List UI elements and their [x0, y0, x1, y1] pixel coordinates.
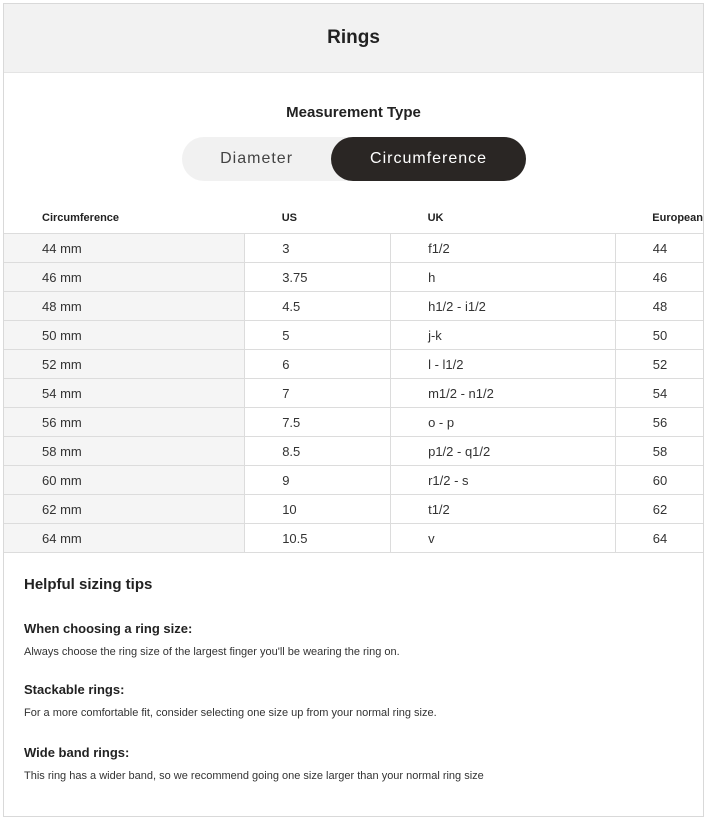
- cell-uk: l - l1/2: [391, 350, 616, 379]
- tip-title: Stackable rings:: [24, 682, 125, 697]
- cell-european: 52: [615, 350, 703, 379]
- circumference-option[interactable]: Circumference: [331, 137, 526, 181]
- table-row: [4, 437, 703, 466]
- cell-circumference: 56 mm: [4, 408, 245, 437]
- cell-uk: m1/2 - n1/2: [391, 379, 616, 408]
- cell-uk: o - p: [391, 408, 616, 437]
- cell-us: 10: [245, 495, 391, 524]
- page-title: Rings: [327, 27, 380, 48]
- column-header-european: European: [615, 203, 703, 234]
- table-row: [4, 234, 703, 263]
- cell-circumference: 46 mm: [4, 263, 245, 292]
- cell-circumference: 54 mm: [4, 379, 245, 408]
- cell-us: 8.5: [245, 437, 391, 466]
- size-guide-panel: [3, 3, 704, 817]
- cell-uk: v: [391, 524, 616, 553]
- tip-title: When choosing a ring size:: [24, 621, 193, 636]
- cell-circumference: 50 mm: [4, 321, 245, 350]
- table-row: [4, 466, 703, 495]
- cell-uk: h1/2 - i1/2: [391, 292, 616, 321]
- cell-us: 5: [245, 321, 391, 350]
- cell-circumference: 48 mm: [4, 292, 245, 321]
- table-row: [4, 495, 703, 524]
- table-row: [4, 408, 703, 437]
- cell-european: 44: [615, 234, 703, 263]
- table-row: [4, 321, 703, 350]
- measurement-type-label: Measurement Type: [286, 104, 421, 121]
- table-row: [4, 524, 703, 553]
- tip-text: This ring has a wider band, so we recommend going one size larger than your normal ring size: [24, 770, 484, 782]
- tip-title: Wide band rings:: [24, 745, 130, 760]
- cell-uk: p1/2 - q1/2: [391, 437, 616, 466]
- column-header-us: US: [245, 203, 391, 234]
- cell-uk: r1/2 - s: [391, 466, 616, 495]
- tips-heading: Helpful sizing tips: [24, 576, 153, 593]
- cell-european: 46: [615, 263, 703, 292]
- cell-us: 6: [245, 350, 391, 379]
- cell-circumference: 52 mm: [4, 350, 245, 379]
- ring-size-table: [4, 203, 703, 553]
- tip-text: For a more comfortable fit, consider selecting one size up from your normal ring size.: [24, 707, 437, 719]
- cell-circumference: 58 mm: [4, 437, 245, 466]
- cell-european: 54: [615, 379, 703, 408]
- cell-european: 56: [615, 408, 703, 437]
- cell-us: 7.5: [245, 408, 391, 437]
- cell-us: 3.75: [245, 263, 391, 292]
- cell-circumference: 60 mm: [4, 466, 245, 495]
- cell-uk: f1/2: [391, 234, 616, 263]
- cell-us: 3: [245, 234, 391, 263]
- cell-us: 9: [245, 466, 391, 495]
- cell-circumference: 44 mm: [4, 234, 245, 263]
- cell-european: 50: [615, 321, 703, 350]
- cell-us: 4.5: [245, 292, 391, 321]
- table-row: [4, 292, 703, 321]
- cell-european: 58: [615, 437, 703, 466]
- diameter-option[interactable]: Diameter: [220, 150, 294, 167]
- table-header-row: [4, 203, 703, 234]
- panel-header: [4, 4, 703, 73]
- cell-us: 10.5: [245, 524, 391, 553]
- cell-uk: j-k: [391, 321, 616, 350]
- cell-european: 48: [615, 292, 703, 321]
- table-row: [4, 263, 703, 292]
- table-row: [4, 379, 703, 408]
- column-header-uk: UK: [391, 203, 616, 234]
- cell-european: 64: [615, 524, 703, 553]
- cell-circumference: 64 mm: [4, 524, 245, 553]
- cell-uk: h: [391, 263, 616, 292]
- cell-european: 60: [615, 466, 703, 495]
- cell-circumference: 62 mm: [4, 495, 245, 524]
- tip-text: Always choose the ring size of the largest finger you'll be wearing the ring on.: [24, 646, 400, 658]
- table-row: [4, 350, 703, 379]
- column-header-circumference: Circumference: [4, 203, 245, 234]
- cell-us: 7: [245, 379, 391, 408]
- cell-uk: t1/2: [391, 495, 616, 524]
- measurement-type-toggle[interactable]: [182, 137, 526, 181]
- sizing-tips: [24, 576, 683, 782]
- cell-european: 62: [615, 495, 703, 524]
